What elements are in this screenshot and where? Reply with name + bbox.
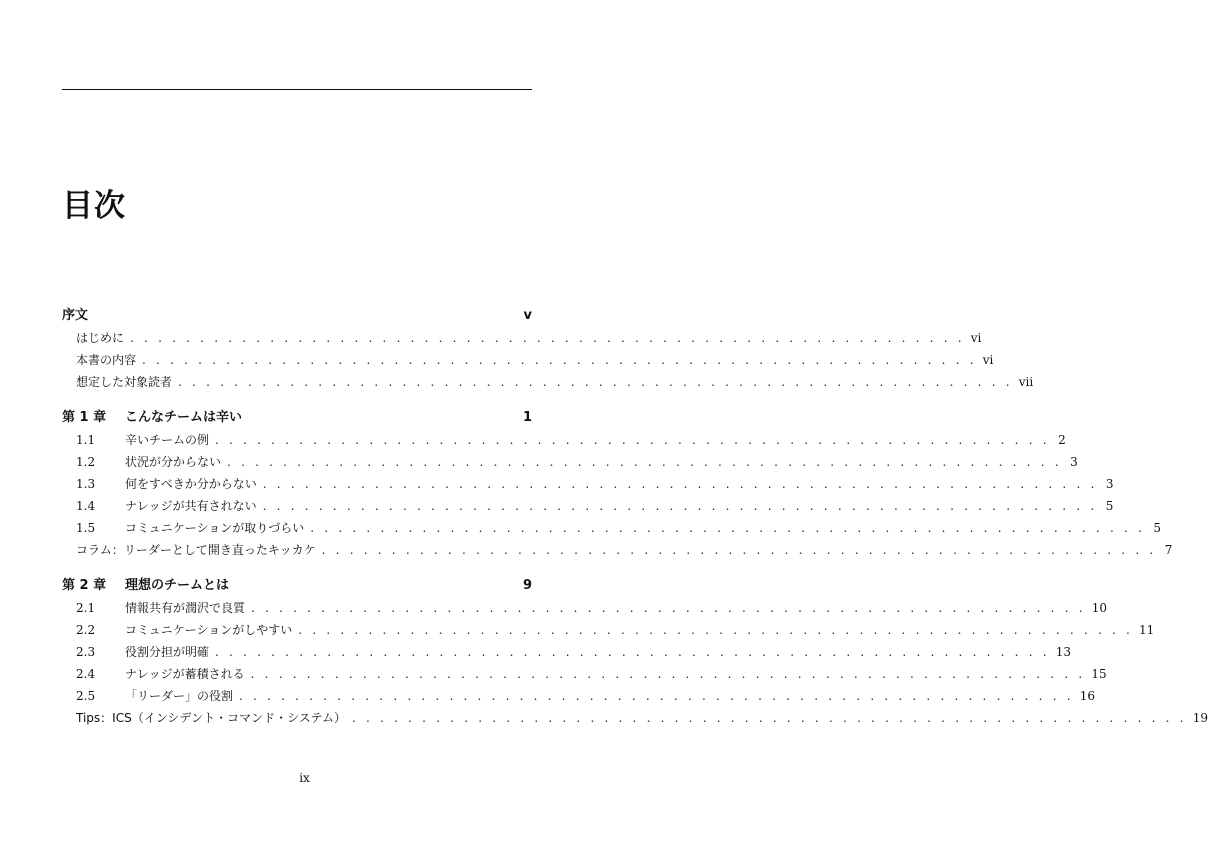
entry-title: 辛いチームの例 xyxy=(125,433,210,447)
dot-leader: . . . . . . . . . . . . . . . . . . . . . . . . . . . . . . . . . . . . . . . . . . . . . . . . . . . . . . . . . . . . xyxy=(351,711,1187,725)
page-number: ix xyxy=(299,771,310,785)
chapter-page: 9 xyxy=(522,578,532,593)
toc-entry[interactable] xyxy=(62,451,1078,473)
dot-leader: . . . . . . . . . . . . . . . . . . . . . . . . . . . . . . . . . . . . . . . . . . . . . . . . . . . . . . . . . . . . xyxy=(310,521,1146,535)
dot-leader: . . . . . . . . . . . . . . . . . . . . . . . . . . . . . . . . . . . . . . . . . . . . . . . . . . . . . . . . . . . . xyxy=(321,543,1157,557)
dot-leader: . . . . . . . . . . . . . . . . . . . . . . . . . . . . . . . . . . . . . . . . . . . . . . . . . . . . . . . . . . . . xyxy=(227,455,1062,469)
entry-title: 状況が分からない xyxy=(125,455,222,469)
toc-entry[interactable] xyxy=(62,619,1155,641)
entry-title: 何をすべきか分からない xyxy=(125,477,257,491)
toc-entry[interactable] xyxy=(62,597,1108,619)
entry-title: 「リーダー」の役割 xyxy=(125,689,234,703)
toc-entry[interactable] xyxy=(62,429,1066,451)
entry-page: 3 xyxy=(1070,455,1078,469)
dot-leader: . . . . . . . . . . . . . . . . . . . . . . . . . . . . . . . . . . . . . . . . . . . . . . . . . . . . . . . . . . . . xyxy=(130,331,965,345)
entry-number: 2.4 xyxy=(76,667,96,681)
dot-leader: . . . . . . . . . . . . . . . . . . . . . . . . . . . . . . . . . . . . . . . . . . . . . . . . . . . . . . . . . . . . xyxy=(298,623,1134,637)
entry-page: 2 xyxy=(1058,433,1066,447)
toc-section-preface xyxy=(62,305,1034,393)
entry-number: 1.4 xyxy=(76,499,96,513)
dot-leader: . . . . . . . . . . . . . . . . . . . . . . . . . . . . . . . . . . . . . . . . . . . . . . . . . . . . . . . . . . . . xyxy=(215,645,1050,659)
toc-entry-tips[interactable] xyxy=(62,707,1208,729)
entry-page: 19 xyxy=(1192,711,1208,725)
entry-number: 1.2 xyxy=(76,455,96,469)
toc-entry[interactable] xyxy=(62,495,1114,517)
dot-leader: . . . . . . . . . . . . . . . . . . . . . . . . . . . . . . . . . . . . . . . . . . . . . . . . . . . . . . . . . . . . xyxy=(178,375,1013,389)
toc-entry[interactable] xyxy=(62,473,1114,495)
entry-title: ナレッジが蓄積される xyxy=(125,667,245,681)
toc-entry-column[interactable] xyxy=(62,539,1173,561)
toc-chapter-heading[interactable] xyxy=(62,305,532,327)
entry-title: コミュニケーションが取りづらい xyxy=(125,521,305,535)
toc-chapter-heading[interactable] xyxy=(62,575,532,597)
chapter-page: v xyxy=(523,308,532,323)
toc-entry[interactable] xyxy=(62,327,982,349)
toc-section-chapter-2 xyxy=(62,575,1208,729)
entry-page: vi xyxy=(970,331,982,345)
chapter-title: 理想のチームとは xyxy=(125,578,230,593)
toc-entry[interactable] xyxy=(62,371,1034,393)
toc-chapter-heading[interactable] xyxy=(62,407,532,429)
dot-leader: . . . . . . . . . . . . . . . . . . . . . . . . . . . . . . . . . . . . . . . . . . . . . . . . . . . . . . . . . . . . xyxy=(262,499,1098,513)
entry-number: 2.1 xyxy=(76,601,96,615)
chapter-number: 第 2 章 xyxy=(62,578,107,593)
chapter-title: 序文 xyxy=(62,308,89,323)
entry-page: vi xyxy=(982,353,994,367)
entry-number: 1.5 xyxy=(76,521,96,535)
dot-leader: . . . . . . . . . . . . . . . . . . . . . . . . . . . . . . . . . . . . . . . . . . . . . . . . . . . . . . . . . . . . xyxy=(250,667,1086,681)
entry-page: 5 xyxy=(1153,521,1162,535)
header-rule xyxy=(62,89,532,90)
entry-number: 1.3 xyxy=(76,477,96,491)
dot-leader: . . . . . . . . . . . . . . . . . . . . . . . . . . . . . . . . . . . . . . . . . . . . . . . . . . . . . . . . . . . . xyxy=(262,477,1098,491)
entry-page: 7 xyxy=(1164,543,1173,557)
page-title: 目次 xyxy=(62,188,126,224)
entry-title: コラム：リーダーとして開き直ったキッカケ xyxy=(76,543,316,557)
entry-number: 1.1 xyxy=(76,433,96,447)
dot-leader: . . . . . . . . . . . . . . . . . . . . . . . . . . . . . . . . . . . . . . . . . . . . . . . . . . . . . . . . . . . . xyxy=(251,601,1086,615)
entry-title: はじめに xyxy=(76,331,125,345)
chapter-number: 第 1 章 xyxy=(62,410,107,425)
entry-page: vii xyxy=(1018,375,1034,389)
dot-leader: . . . . . . . . . . . . . . . . . . . . . . . . . . . . . . . . . . . . . . . . . . . . . . . . . . . . . . . . . . . . xyxy=(215,433,1050,447)
entry-title: 情報共有が潤沢で良質 xyxy=(125,601,246,615)
chapter-page: 1 xyxy=(522,410,532,425)
entry-page: 10 xyxy=(1091,601,1108,615)
entry-title: コミュニケーションがしやすい xyxy=(125,623,293,637)
entry-number: 2.5 xyxy=(76,689,96,703)
entry-title: 想定した対象読者 xyxy=(76,375,173,389)
entry-title: 役割分担が明確 xyxy=(125,645,210,659)
entry-number: 2.3 xyxy=(76,645,96,659)
table-of-contents xyxy=(62,305,1208,729)
toc-section-chapter-1 xyxy=(62,407,1173,561)
toc-entry[interactable] xyxy=(62,663,1107,685)
entry-page: 11 xyxy=(1139,623,1155,637)
entry-title: Tips：ICS（インシデント・コマンド・システム） xyxy=(76,711,346,725)
chapter-title: こんなチームは辛い xyxy=(125,410,243,425)
entry-page: 15 xyxy=(1091,667,1107,681)
toc-entry[interactable] xyxy=(62,517,1162,539)
entry-page: 5 xyxy=(1105,499,1114,513)
dot-leader: . . . . . . . . . . . . . . . . . . . . . . . . . . . . . . . . . . . . . . . . . . . . . . . . . . . . . . . . . . . . xyxy=(142,353,977,367)
entry-page: 3 xyxy=(1105,477,1114,491)
toc-entry[interactable] xyxy=(62,349,994,371)
entry-number: 2.2 xyxy=(76,623,96,637)
entry-title: 本書の内容 xyxy=(76,353,137,367)
entry-page: 13 xyxy=(1055,645,1072,659)
dot-leader: . . . . . . . . . . . . . . . . . . . . . . . . . . . . . . . . . . . . . . . . . . . . . . . . . . . . . . . . . . . . xyxy=(239,689,1074,703)
entry-page: 16 xyxy=(1079,689,1096,703)
entry-title: ナレッジが共有されない xyxy=(125,499,257,513)
toc-entry[interactable] xyxy=(62,641,1072,663)
toc-entry[interactable] xyxy=(62,685,1096,707)
